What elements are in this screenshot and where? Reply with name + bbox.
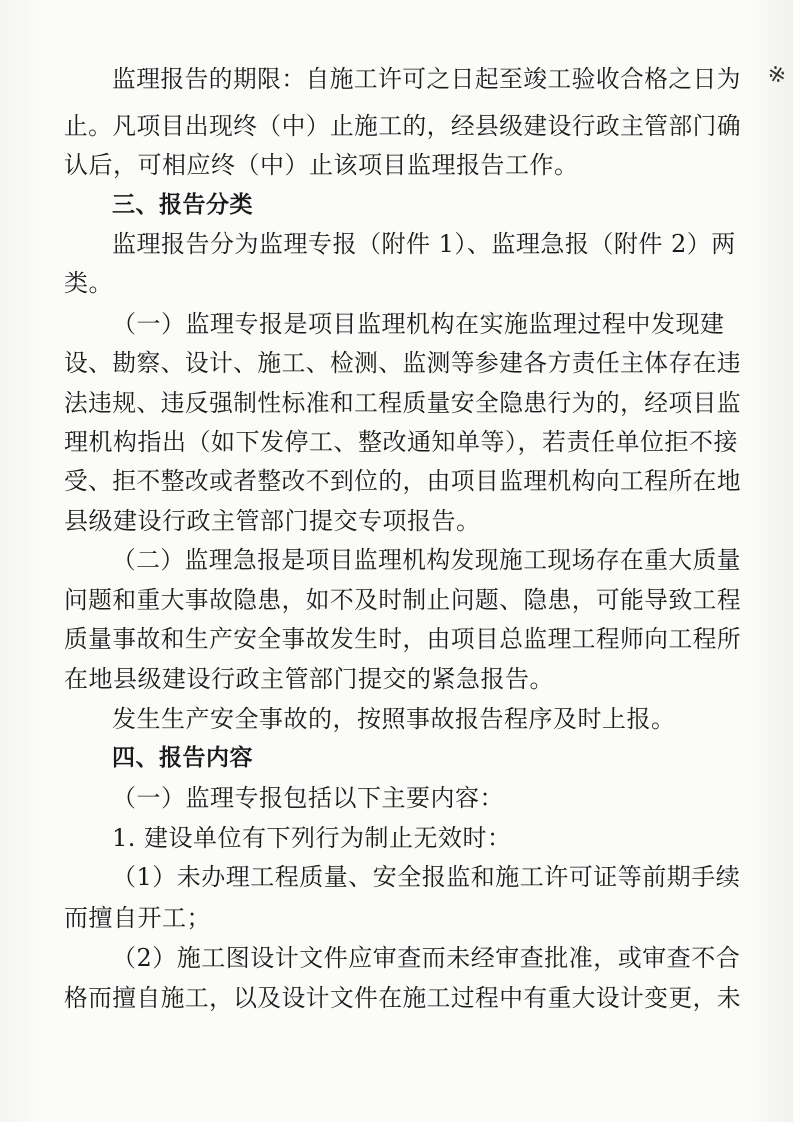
text-line-12: 县级建设行政主管部门提交专项报告。 bbox=[64, 507, 481, 535]
text-line-19: （一）监理专报包括以下主要内容： bbox=[112, 784, 504, 812]
text-line-2: 止。凡项目出现终（中）止施工的，经县级建设行政主管部门确 bbox=[64, 112, 742, 140]
text-line-16: 在地县级建设行政主管部门提交的紧急报告。 bbox=[64, 665, 554, 693]
text-line-22: 而擅自开工； bbox=[64, 904, 211, 932]
margin-handwritten-mark: ※ bbox=[765, 61, 789, 90]
text-line-17: 发生生产安全事故的，按照事故报告程序及时上报。 bbox=[112, 705, 676, 733]
text-line-9: 法违规、违反强制性标准和工程质量安全隐患行为的，经项目监 bbox=[64, 389, 742, 417]
text-line-15: 质量事故和生产安全事故发生时，由项目总监理工程师向工程所 bbox=[64, 625, 742, 653]
text-line-13: （二）监理急报是项目监理机构发现施工现场存在重大质量 bbox=[112, 546, 741, 574]
text-line-8: 设、勘察、设计、施工、检测、监测等参建各方责任主体存在违 bbox=[64, 349, 742, 377]
text-line-21: （1）未办理工程质量、安全报监和施工许可证等前期手续 bbox=[112, 863, 741, 891]
text-line-24: 格而擅自施工，以及设计文件在施工过程中有重大设计变更，未 bbox=[64, 984, 742, 1012]
text-line-10: 理机构指出（如下发停工、整改通知单等），若责任单位拒不接 bbox=[64, 428, 738, 456]
text-line-11: 受、拒不整改或者整改不到位的，由项目监理机构向工程所在地 bbox=[64, 467, 742, 495]
text-line-20: 1. 建设单位有下列行为制止无效时： bbox=[112, 824, 512, 852]
text-line-7: （一）监理专报是项目监理机构在实施监理过程中发现建 bbox=[112, 310, 725, 338]
text-line-5: 监理报告分为监理专报（附件 1）、监理急报（附件 2）两 bbox=[112, 230, 736, 258]
section-heading-3: 三、报告分类 bbox=[112, 192, 253, 218]
text-line-23: （2）施工图设计文件应审查而未经审查批准，或审查不合 bbox=[112, 944, 741, 972]
text-line-6: 类。 bbox=[64, 269, 113, 297]
text-line-14: 问题和重大事故隐患，如不及时制止问题、隐患，可能导致工程 bbox=[64, 586, 742, 614]
text-line-3: 认后，可相应终（中）止该项目监理报告工作。 bbox=[64, 151, 579, 179]
section-heading-4: 四、报告内容 bbox=[112, 745, 253, 771]
text-line-1: 监理报告的期限：自施工许可之日起至竣工验收合格之日为 bbox=[112, 65, 741, 93]
